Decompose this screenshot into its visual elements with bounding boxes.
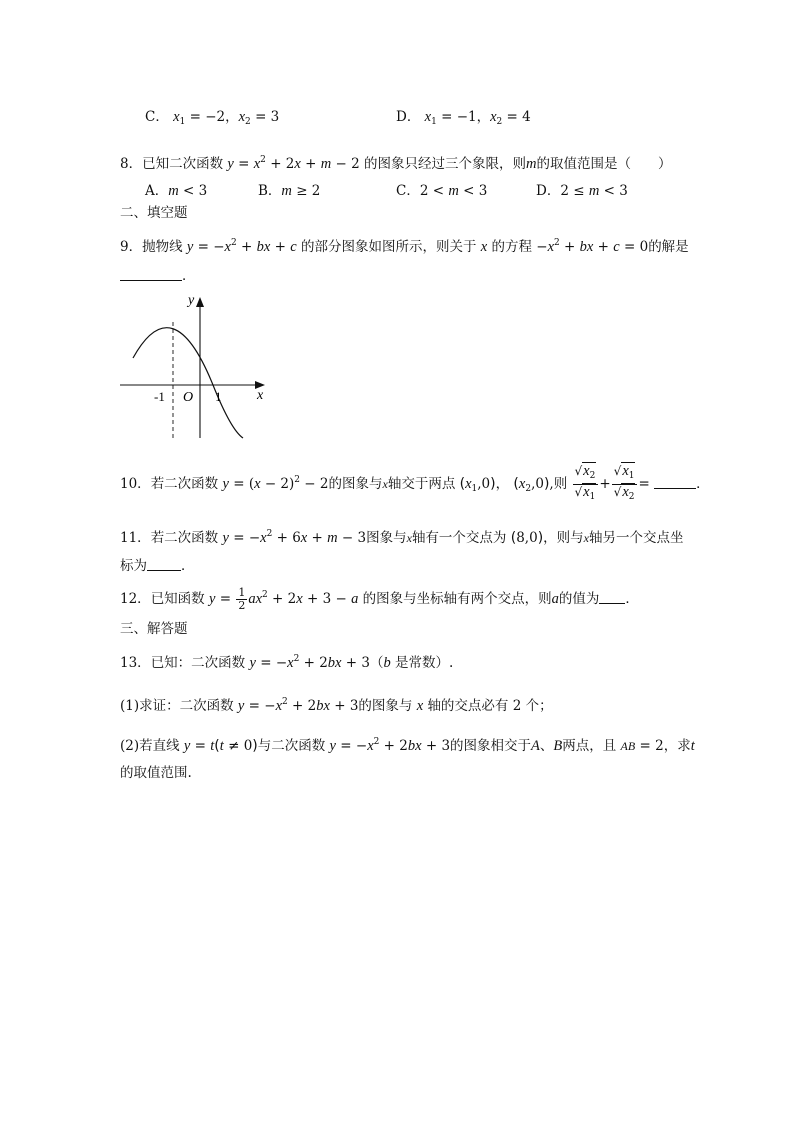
answer-blank[interactable]: [147, 556, 181, 571]
q8-option-c: C．2 < m < 3: [396, 183, 488, 199]
question-8: 8．已知二次函数 $y = x^2 + 2x + m - 2$ 的图象只经过三个象限，则m的取值范围是（ ）: [120, 155, 672, 172]
tick-label-neg1: -1: [154, 389, 165, 404]
question-10: 10．若二次函数 $y = (x - 2)^2 - 2$的图象与x轴交于两点 $(x_1,0)$， $(x_2,0)$,则 $\frac{√x_2}{√x_1}$ + $\frac{√x_1}{√x_2}$ = ．: [120, 463, 710, 502]
question-12: 12．已知函数 y = $\frac{1}{2}$ $ax^2 + 2x + 3 - a$ 的图象与坐标轴有两个交点，则a的值为 ．: [120, 586, 639, 612]
question-11: 11．若二次函数 $y = -x^2 + 6x + m - 3$图象与x轴有一个交点为 (8,0)，则与x轴另一个交点坐: [120, 529, 684, 546]
q7-option-c: C． $x_1 = -2$，$x_2 = 3$: [145, 109, 280, 127]
parabola-curve: [133, 328, 243, 438]
q8-option-a: A．m < 3: [145, 183, 208, 199]
origin-label: O: [183, 390, 194, 405]
q8-option-d: D．2 ≤ m < 3: [536, 183, 628, 199]
question-9: 9．抛物线 $y = -x^2$ + bx + c 的部分图象如图所示，则关于 x 的方程 $-x^2$ + bx + c = 0的解是: [120, 238, 689, 255]
answer-blank[interactable]: [654, 474, 696, 489]
tick-label-1: 1: [215, 389, 222, 404]
q7-option-d: D． $x_1 = -1$，$x_2 = 4$: [396, 109, 531, 127]
y-label: y: [188, 293, 195, 308]
section-solutions-heading: 三、解答题: [120, 621, 188, 637]
section-fill-in-heading: 二、填空题: [120, 205, 188, 221]
q8-option-b: B．m ≥ 2: [258, 183, 321, 199]
x-label: x: [257, 388, 264, 403]
q11-answer-line: 标为 ．: [120, 558, 195, 574]
q13-part-1: (1)求证：二次函数 $y = -x^2 + 2bx + 3$的图象与 x 轴的交点必有 2 个；: [120, 697, 553, 714]
q13-part-2: (2)若直线 y = t(t ≠ 0)与二次函数 $y = -x^2 + 2bx + 3$的图象相交于A、B两点，且 AB = 2，求t: [120, 737, 695, 754]
parabola-graph: [115, 288, 275, 442]
q9-answer-line: ．: [120, 266, 196, 285]
answer-blank[interactable]: [120, 266, 182, 281]
question-13: 13．已知：二次函数 $y = -x^2 + 2bx + 3(b$ 是常数）.: [120, 654, 454, 671]
y-axis-arrow: [196, 297, 204, 307]
answer-blank[interactable]: [599, 589, 625, 604]
q13-part-2-line2: 的取值范围.: [120, 765, 192, 781]
